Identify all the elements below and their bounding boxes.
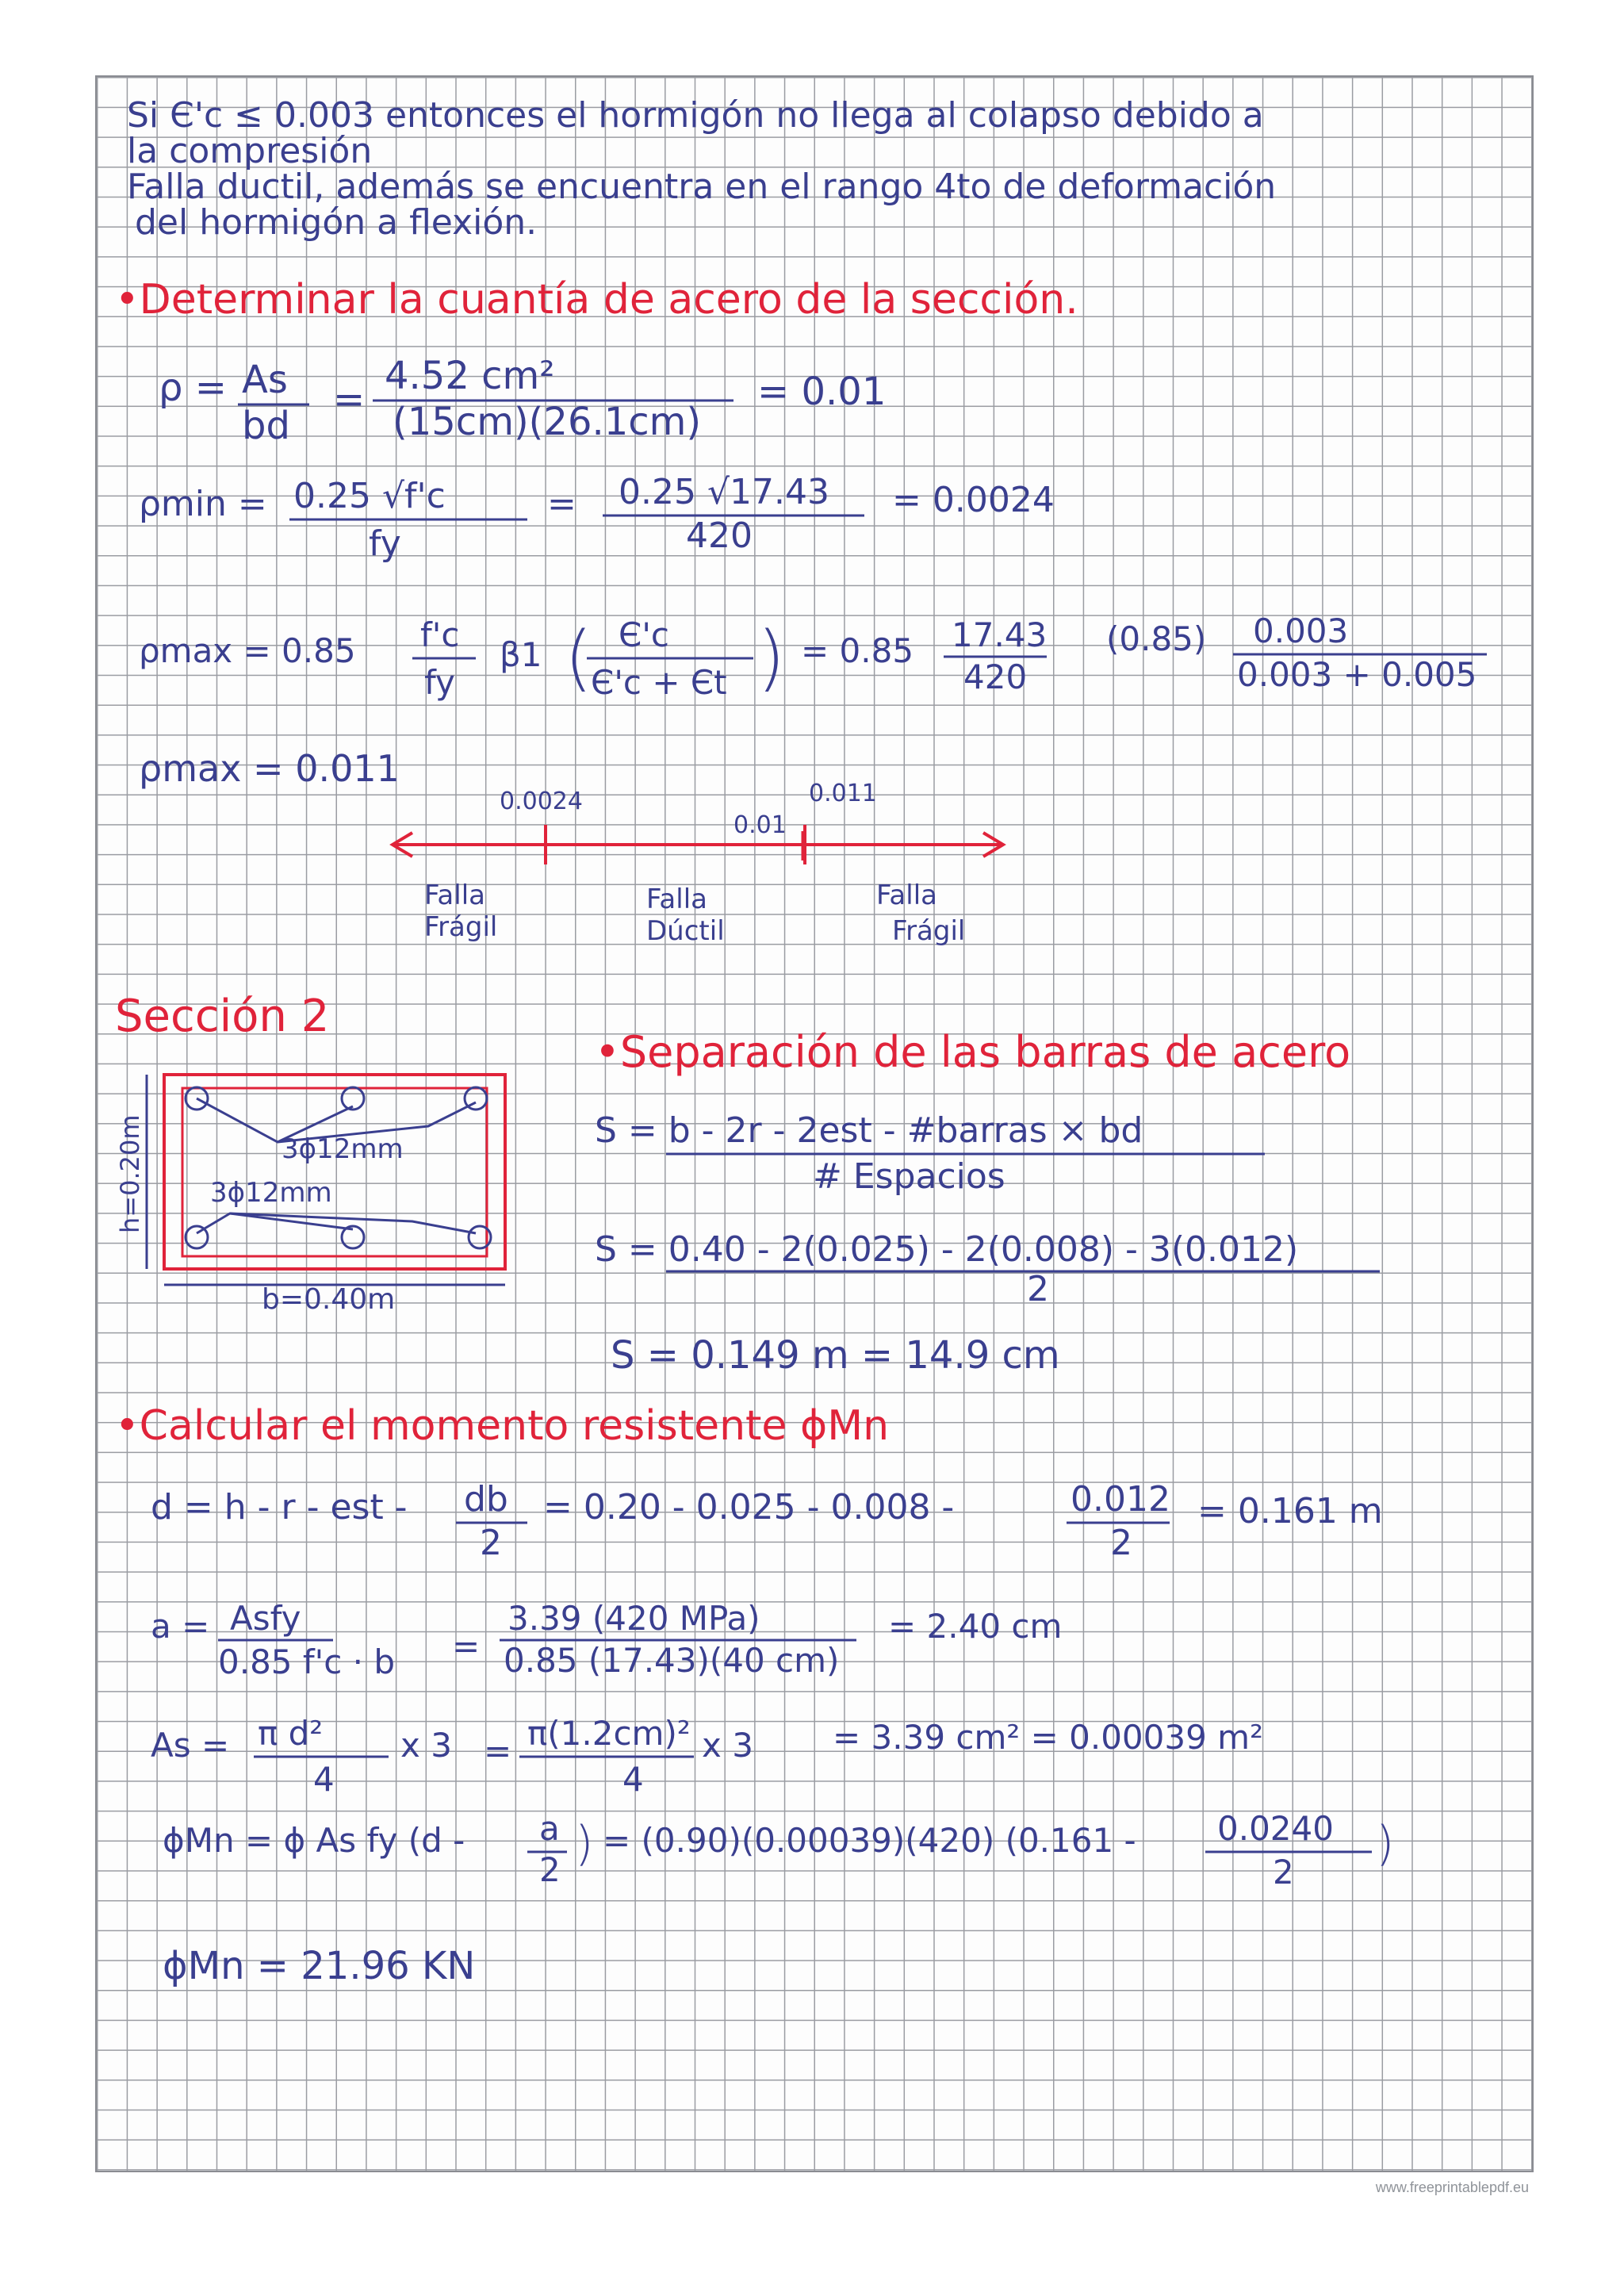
rmin-lhs: ρmin = (139, 484, 267, 524)
zone2-line1: Falla (646, 884, 707, 915)
rmax-eq: = 0.85 (801, 631, 914, 670)
footer-watermark: www.freeprintablepdf.eu (1375, 2179, 1529, 2195)
rmax-paren-close: ) (757, 616, 786, 700)
mn-close-paren: ) (575, 1816, 594, 1872)
mn-subs-den: 2 (1273, 1853, 1294, 1892)
separacion-heading: •Separación de las barras de acero (595, 1027, 1351, 1077)
rmin-result: = 0.0024 (892, 480, 1055, 520)
rmax-beta: β1 (500, 635, 542, 674)
as-result: = 3.39 cm² = 0.00039 m² (833, 1718, 1263, 1757)
rmax-n1: 17.43 (952, 615, 1048, 654)
top-bars-label: 3ϕ12mm (282, 1133, 404, 1165)
intro-line-4: del hormigón a flexión. (135, 202, 538, 243)
a-den: 0.85 f'c · b (218, 1642, 396, 1681)
as-x: x 3 (400, 1726, 452, 1765)
intro-line-1: Si Є'c ≤ 0.003 entonces el hormigón no llega al colapso debido a (127, 95, 1264, 136)
rmax-n2: 0.003 (1253, 611, 1349, 650)
as-num-2: π(1.2cm)² (527, 1714, 691, 1753)
height-label: h=0.20m (115, 1114, 145, 1233)
rmin-eq: = (547, 484, 576, 524)
rmax-lhs: ρmax = 0.85 (139, 631, 356, 670)
as-lhs: As = (151, 1726, 230, 1765)
zone2-line2: Dúctil (646, 915, 725, 947)
d-subs: = 0.20 - 0.025 - 0.008 - (543, 1487, 955, 1527)
rho-den: (15cm)(26.1cm) (393, 400, 702, 444)
a-eq: = (452, 1627, 481, 1665)
sep-formula-num: S = b - 2r - 2est - #barras × bd (595, 1110, 1143, 1151)
rho-lhs: ρ = (159, 366, 227, 410)
as-den-2: 4 (622, 1760, 644, 1799)
bottom-bars-leader-2 (230, 1213, 476, 1233)
as-num: π d² (258, 1714, 324, 1753)
cuantia-number-line (393, 825, 1003, 864)
rmax-d1: 420 (963, 657, 1028, 696)
rmax-fy: fy (424, 663, 455, 702)
a-num-2: 3.39 (420 MPa) (508, 1599, 760, 1638)
zone1-line1: Falla (424, 880, 485, 911)
bottom-bars-label: 3ϕ12mm (210, 1177, 332, 1209)
mn-subs: = (0.90)(0.00039)(420) (0.161 - (603, 1821, 1136, 1860)
rho-frac-num: As (242, 358, 288, 402)
d-result: = 0.161 m (1197, 1491, 1383, 1531)
rmax-paren-open: ( (565, 616, 593, 700)
sep-subs-den: 2 (1027, 1269, 1049, 1309)
section-outer-outline (164, 1075, 505, 1269)
zone3-line2: Frágil (892, 915, 966, 947)
mn-subs-close-paren: ) (1376, 1816, 1395, 1872)
d-den: 2 (1110, 1523, 1132, 1563)
rho-num: 4.52 cm² (385, 354, 555, 398)
rho-result: = 0.01 (757, 370, 887, 414)
as-den: 4 (313, 1760, 335, 1799)
rmax-fc: f'c (420, 615, 460, 654)
stirrup-outline (182, 1088, 487, 1256)
mn-result: ϕMn = 21.96 KN (163, 1944, 476, 1988)
mn-a-num: a (539, 1809, 560, 1848)
rmax-d2: 0.003 + 0.005 (1237, 655, 1477, 694)
sep-result: S = 0.149 m = 14.9 cm (611, 1333, 1060, 1378)
sep-formula-den: # Espacios (813, 1156, 1005, 1197)
as-eq: = (484, 1731, 512, 1770)
rebar-top-center (342, 1087, 364, 1110)
mn-a-den: 2 (539, 1850, 561, 1889)
rmin-num: 0.25 √f'c (293, 476, 446, 516)
rmax-beta-val: (0.85) (1106, 619, 1207, 658)
zone1-line2: Frágil (424, 911, 498, 943)
label-rho: 0.01 (733, 811, 787, 839)
d-frac-den: 2 (480, 1523, 502, 1563)
mn-subs-num: 0.0240 (1217, 1809, 1334, 1848)
rho-eq: = (333, 378, 366, 422)
rmin-den: fy (369, 523, 401, 564)
rmax-ec-num: Є'c (619, 615, 669, 654)
d-num: 0.012 (1071, 1479, 1170, 1520)
rmax-result: ρmax = 0.011 (139, 747, 400, 790)
rho-frac-den: bd (242, 404, 290, 448)
momento-heading: •Calcular el momento resistente ϕMn (115, 1402, 890, 1450)
label-rho-min: 0.0024 (500, 788, 583, 815)
cuantia-heading: •Determinar la cuantía de acero de la sección. (115, 276, 1078, 324)
seccion-2-title: Sección 2 (115, 991, 330, 1042)
as-x-2: x 3 (702, 1726, 753, 1765)
rmax-ec-den: Є'c + Єt (591, 663, 727, 702)
width-label: b=0.40m (262, 1283, 396, 1316)
sep-subs-num: S = 0.40 - 2(0.025) - 2(0.008) - 3(0.012) (595, 1229, 1299, 1270)
intro-line-2: la compresión (127, 131, 373, 171)
zone3-line1: Falla (876, 880, 937, 911)
d-formula: d = h - r - est - (151, 1487, 408, 1527)
rmin-den-2: 420 (686, 516, 753, 556)
label-rho-max: 0.011 (809, 780, 877, 807)
a-result: = 2.40 cm (888, 1607, 1063, 1646)
a-den-2: 0.85 (17.43)(40 cm) (504, 1641, 840, 1680)
a-num: Asfy (230, 1599, 301, 1638)
a-lhs: a = (151, 1607, 210, 1646)
rmin-num-2: 0.25 √17.43 (619, 472, 829, 512)
mn-lhs: ϕMn = ϕ As fy (d - (163, 1821, 465, 1860)
intro-line-3: Falla ductil, además se encuentra en el rango 4to de deformación (127, 167, 1277, 207)
d-frac-num: db (464, 1479, 508, 1520)
